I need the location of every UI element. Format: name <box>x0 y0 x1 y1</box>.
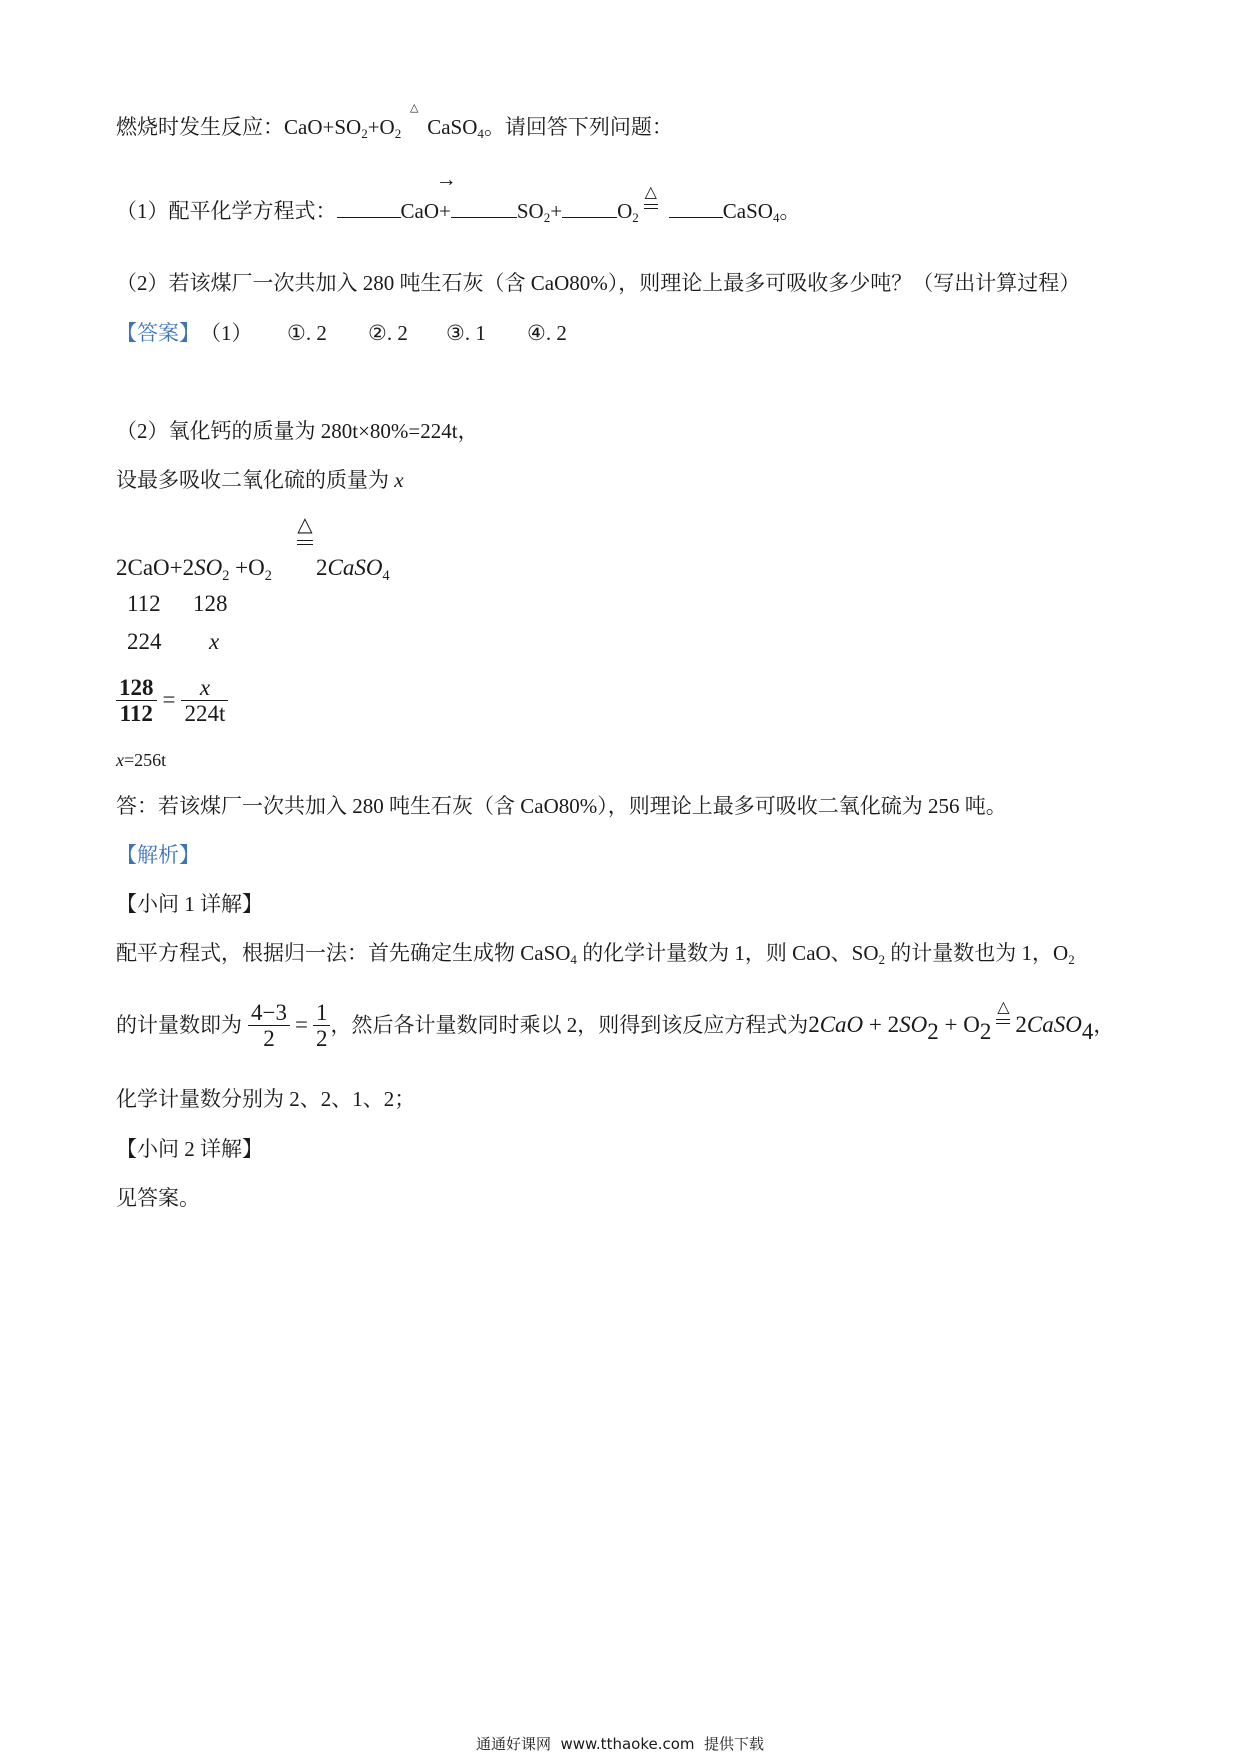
plus-sign: + <box>550 199 563 223</box>
reactant-text: CaO+SO <box>284 115 362 139</box>
relative-mass-row <box>116 591 316 617</box>
subscript: 2 <box>264 567 272 584</box>
intro-tail: 。请回答下列问题： <box>483 115 673 139</box>
double-bar <box>996 1019 1010 1024</box>
actual-mass-value: 224 <box>127 629 162 654</box>
answer-blank <box>669 197 723 218</box>
answer-blank <box>451 197 517 218</box>
subscript: 2 <box>222 567 230 584</box>
equation-text: + 2 <box>863 1012 900 1037</box>
formula-text: CaO+ <box>400 199 451 223</box>
answer-part1-label: （1） <box>200 321 253 345</box>
subscript: 2 <box>361 125 368 141</box>
analysis-tag: 【解析】 <box>116 843 200 867</box>
answer-mass-line <box>116 418 479 444</box>
subscript: 4 <box>382 567 390 584</box>
heat-equals-sign <box>642 184 660 223</box>
subscript: 2 <box>632 209 639 225</box>
equation-text: SO <box>194 555 223 580</box>
assume-text: 设最多吸收二氧化硫的质量为 <box>116 468 395 492</box>
result-variable: x <box>116 750 124 770</box>
mass-text: （2）氧化钙的质量为 280t×80%=224t， <box>116 419 479 443</box>
subscript: 2 <box>543 209 551 225</box>
heat-equals-sign <box>994 999 1012 1038</box>
reactant-text: +O <box>367 115 395 139</box>
equation-text: 2CaO+2 <box>116 555 195 580</box>
conclusion-line <box>116 793 1007 819</box>
arrow-glyph: → <box>435 167 457 191</box>
equation-text: CaSO <box>327 555 383 580</box>
answer-blank-value: ①. 2 <box>287 321 327 345</box>
product-text: CaSO <box>427 115 478 139</box>
fraction-numerator: 4−3 <box>251 999 287 1025</box>
relative-mass-value: 112 <box>127 591 161 616</box>
equation-text: SO <box>899 1012 928 1037</box>
fraction <box>116 675 157 726</box>
subquestion-title: 【小问 1 详解】 <box>116 892 263 916</box>
formula-text: CaSO <box>722 199 773 223</box>
fraction-numerator: 1 <box>315 999 328 1025</box>
answer-assume-line <box>116 467 404 493</box>
fraction <box>313 1000 331 1051</box>
answer-tag: 【答案】 <box>116 321 200 345</box>
fraction-numerator: x <box>199 674 211 700</box>
fraction-denominator: 112 <box>116 700 157 726</box>
proportion <box>116 670 228 730</box>
subquestion-1-title <box>116 891 263 917</box>
subquestion-title: 【小问 2 详解】 <box>116 1137 263 1161</box>
analysis-text: 的计量数即为 <box>116 1013 242 1037</box>
actual-mass-value: x <box>209 629 220 654</box>
heat-symbol: △ <box>644 184 657 201</box>
equation-product <box>316 555 390 584</box>
subscript: 4 <box>1081 1019 1094 1045</box>
page-footer: 通通好课网 www.tthaoke.com 提供下载 <box>475 1735 765 1753</box>
subscript: 2 <box>394 125 402 141</box>
variable-x: x <box>394 468 404 492</box>
equals-sign: = <box>162 687 176 712</box>
analysis-text: 的化学计量数为 1，则 CaO、SO <box>576 941 879 965</box>
subscript: 4 <box>477 125 484 141</box>
analysis-line-1 <box>116 940 1075 966</box>
analysis-heading <box>116 842 200 868</box>
fraction-denominator: 2 <box>248 1025 290 1051</box>
analysis-text: 配平方程式，根据归一法：首先确定生成物 CaSO <box>116 941 571 965</box>
answer-blank-value: ②. 2 <box>368 321 408 345</box>
heat-symbol: △ <box>297 514 313 536</box>
answer-blank-value: ③. 1 <box>446 321 486 345</box>
subquestion-2-title <box>116 1136 263 1162</box>
equation-reactants <box>116 555 272 584</box>
answer-blank <box>337 197 401 218</box>
conclusion-text: 答：若该煤厂一次共加入 280 吨生石灰（含 CaO80%），则理论上最多可吸收二氧化硫为 256 吨。 <box>116 794 1007 818</box>
answer-equation <box>116 555 436 584</box>
answer-part1 <box>116 320 616 346</box>
heat-symbol: △ <box>997 999 1010 1016</box>
fraction-denominator: 224t <box>181 700 228 726</box>
fraction <box>181 675 228 726</box>
question-part1 <box>116 184 801 225</box>
heat-equals-sign <box>294 514 316 548</box>
equation-text: 2 <box>1015 1012 1027 1037</box>
equation-text: 2 <box>316 555 328 580</box>
analysis-line-3 <box>116 1086 415 1112</box>
fraction-numerator: 128 <box>119 674 154 700</box>
equation-text: CaSO <box>1026 1012 1082 1037</box>
analysis-text: 化学计量数分别为 2、2、1、2； <box>116 1087 416 1111</box>
formula-text: SO <box>516 199 544 223</box>
fraction <box>248 1000 290 1051</box>
subscript: 2 <box>979 1019 992 1045</box>
formula-text: O <box>617 199 633 223</box>
question-intro <box>116 102 673 191</box>
actual-mass-row <box>116 629 316 655</box>
relative-mass-value: 128 <box>193 591 228 616</box>
analysis-text: 见答案。 <box>116 1186 200 1210</box>
result-value: =256t <box>124 750 167 770</box>
sentence-end: ， <box>1093 1013 1115 1037</box>
subquestion-2-text <box>116 1185 200 1211</box>
sentence-end: 。 <box>779 199 801 223</box>
subscript: 2 <box>927 1019 939 1045</box>
answer-blank-value: ④. 2 <box>527 321 567 345</box>
fraction-denominator: 2 <box>313 1025 331 1051</box>
intro-lead: 燃烧时发生反应： <box>116 115 284 139</box>
heat-symbol: △ <box>410 102 419 114</box>
result-line <box>116 747 166 773</box>
part2-text: （2）若该煤厂一次共加入 280 吨生石灰（含 CaO80%），则理论上最多可吸收多少吨？（写出计算过程） <box>116 271 1081 295</box>
double-bar <box>297 540 313 545</box>
subscript: 4 <box>772 209 780 225</box>
analysis-text: ，然后各计量数同时乘以 2，则得到该反应方程式为 <box>330 1013 809 1037</box>
equation-text: 2 <box>808 1012 820 1037</box>
question-part2 <box>116 270 1080 296</box>
part1-label: （1）配平化学方程式： <box>116 199 337 223</box>
analysis-line-2 <box>116 996 1114 1054</box>
equation-text: CaO <box>819 1012 864 1037</box>
analysis-text: 的计量数也为 1，O <box>885 941 1069 965</box>
equation-text: + O <box>938 1012 980 1037</box>
equation-text: +O <box>229 555 265 580</box>
answer-blank <box>562 197 617 218</box>
double-bar <box>644 204 658 209</box>
subscript: 4 <box>570 951 577 967</box>
equals-sign: = <box>294 1012 308 1037</box>
subscript: 2 <box>878 951 886 967</box>
subscript: 2 <box>1068 951 1075 967</box>
